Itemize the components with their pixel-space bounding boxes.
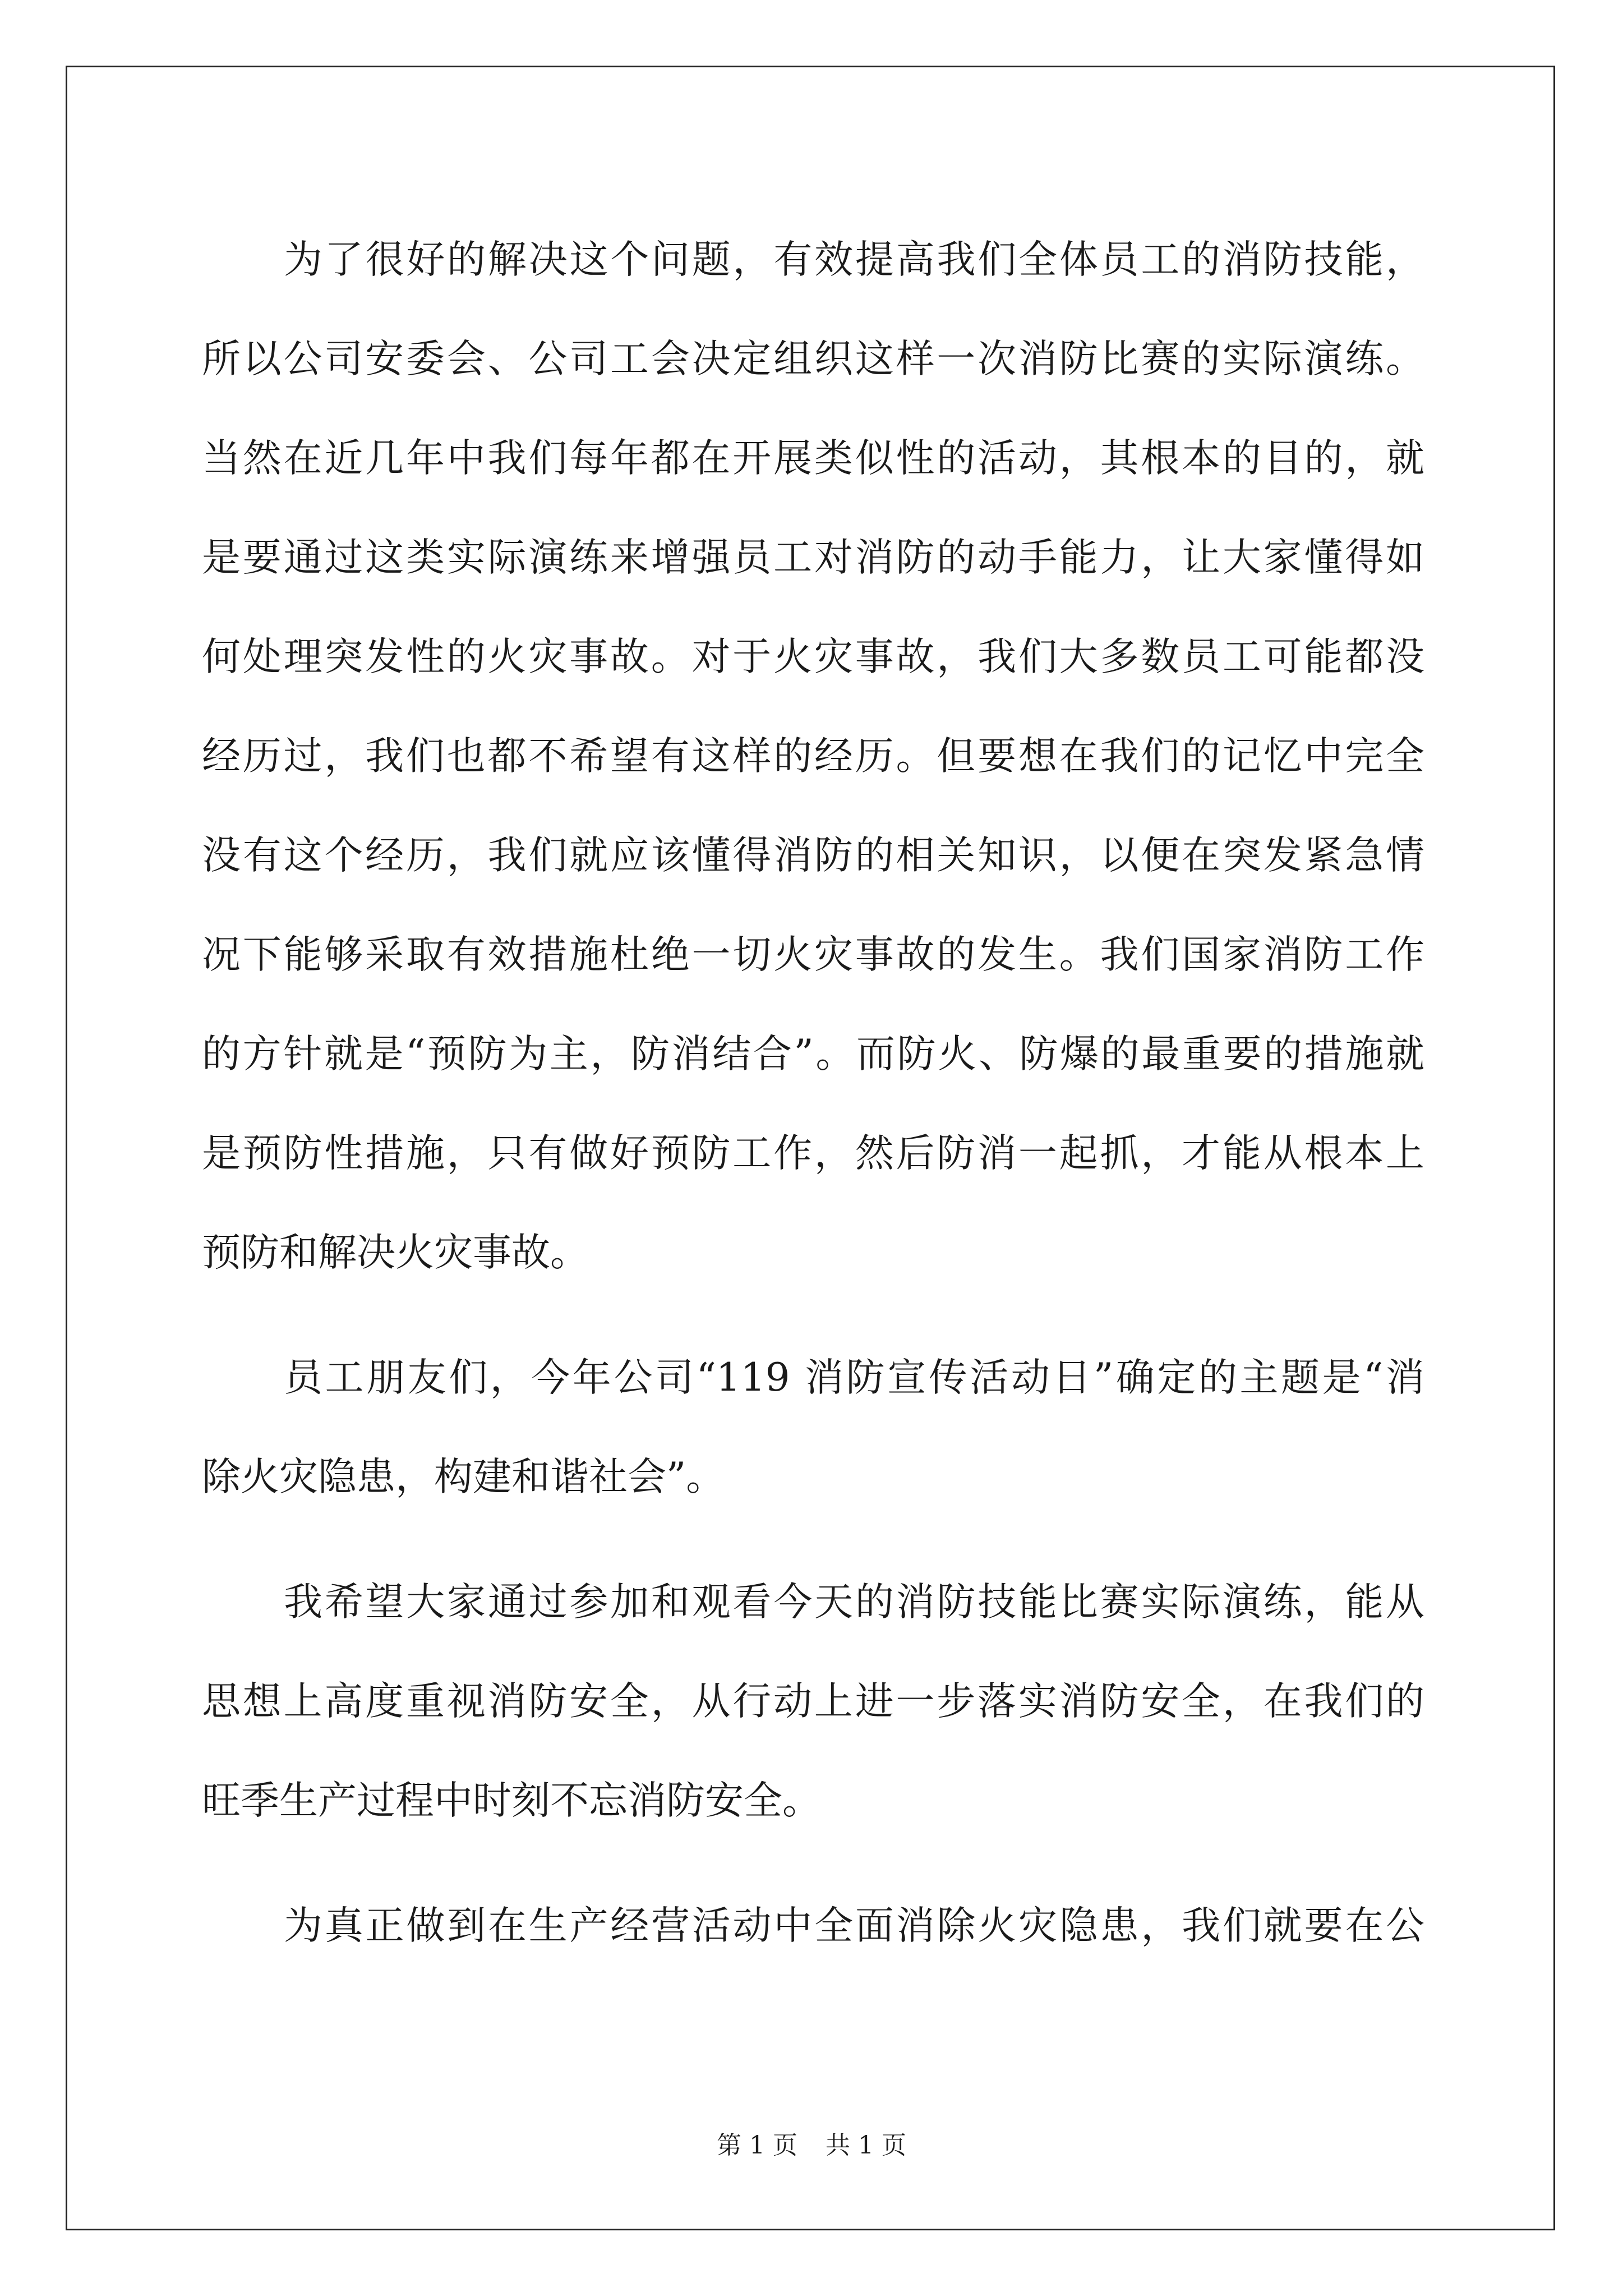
paragraph-line: 我希望大家通过参加和观看今天的消防技能比赛实际演练，能从 xyxy=(284,1580,1424,1625)
paragraph-line: 的方针就是“预防为主，防消结合”。而防火、防爆的最重要的措施就 xyxy=(202,1032,1424,1076)
paragraph-line: 除火灾隐患，构建和谐社会”。 xyxy=(202,1455,725,1499)
paragraph-1 xyxy=(202,210,1424,1303)
paragraph-line: 为真正做到在生产经营活动中全面消除火灾隐患，我们就要在公 xyxy=(284,1903,1424,1948)
paragraph-line: 所以公司安委会、公司工会决定组织这样一次消防比赛的实际演练。 xyxy=(202,337,1424,381)
paragraph-line: 况下能够采取有效措施杜绝一切火灾事故的发生。我们国家消防工作 xyxy=(202,932,1424,977)
paragraph-line: 员工朋友们，今年公司“119 消防宣传活动日”确定的主题是“消 xyxy=(284,1355,1424,1400)
paragraph-line: 是要通过这类实际演练来增强员工对消防的动手能力，让大家懂得如 xyxy=(202,535,1424,580)
page-number: 第 1 页 xyxy=(717,2131,797,2160)
paragraph-line: 经历过，我们也都不希望有这样的经历。但要想在我们的记忆中完全 xyxy=(202,734,1424,779)
paragraph-line: 是预防性措施，只有做好预防工作，然后防消一起抓，才能从根本上 xyxy=(202,1131,1424,1176)
document-body xyxy=(202,210,1424,1976)
paragraph-line: 为了很好的解决这个问题，有效提高我们全体员工的消防技能， xyxy=(284,237,1424,282)
paragraph-line: 当然在近几年中我们每年都在开展类似性的活动，其根本的目的，就 xyxy=(202,436,1424,481)
paragraph-4 xyxy=(202,1876,1424,1976)
paragraph-spacer xyxy=(202,1303,1424,1328)
paragraph-spacer xyxy=(202,1527,1424,1553)
paragraph-line: 旺季生产过程中时刻不忘消防安全。 xyxy=(202,1778,821,1823)
paragraph-line: 思想上高度重视消防安全，从行动上进一步落实消防安全，在我们的 xyxy=(202,1679,1424,1724)
paragraph-line: 何处理突发性的火灾事故。对于火灾事故，我们大多数员工可能都没 xyxy=(202,634,1424,679)
paragraph-line: 预防和解决火灾事故。 xyxy=(202,1230,589,1275)
paragraph-spacer xyxy=(202,1851,1424,1876)
paragraph-2 xyxy=(202,1328,1424,1527)
page-total: 共 1 页 xyxy=(826,2131,906,2160)
page-footer xyxy=(0,2129,1623,2162)
paragraph-line: 没有这个经历，我们就应该懂得消防的相关知识，以便在突发紧急情 xyxy=(202,833,1424,878)
paragraph-3 xyxy=(202,1553,1424,1851)
